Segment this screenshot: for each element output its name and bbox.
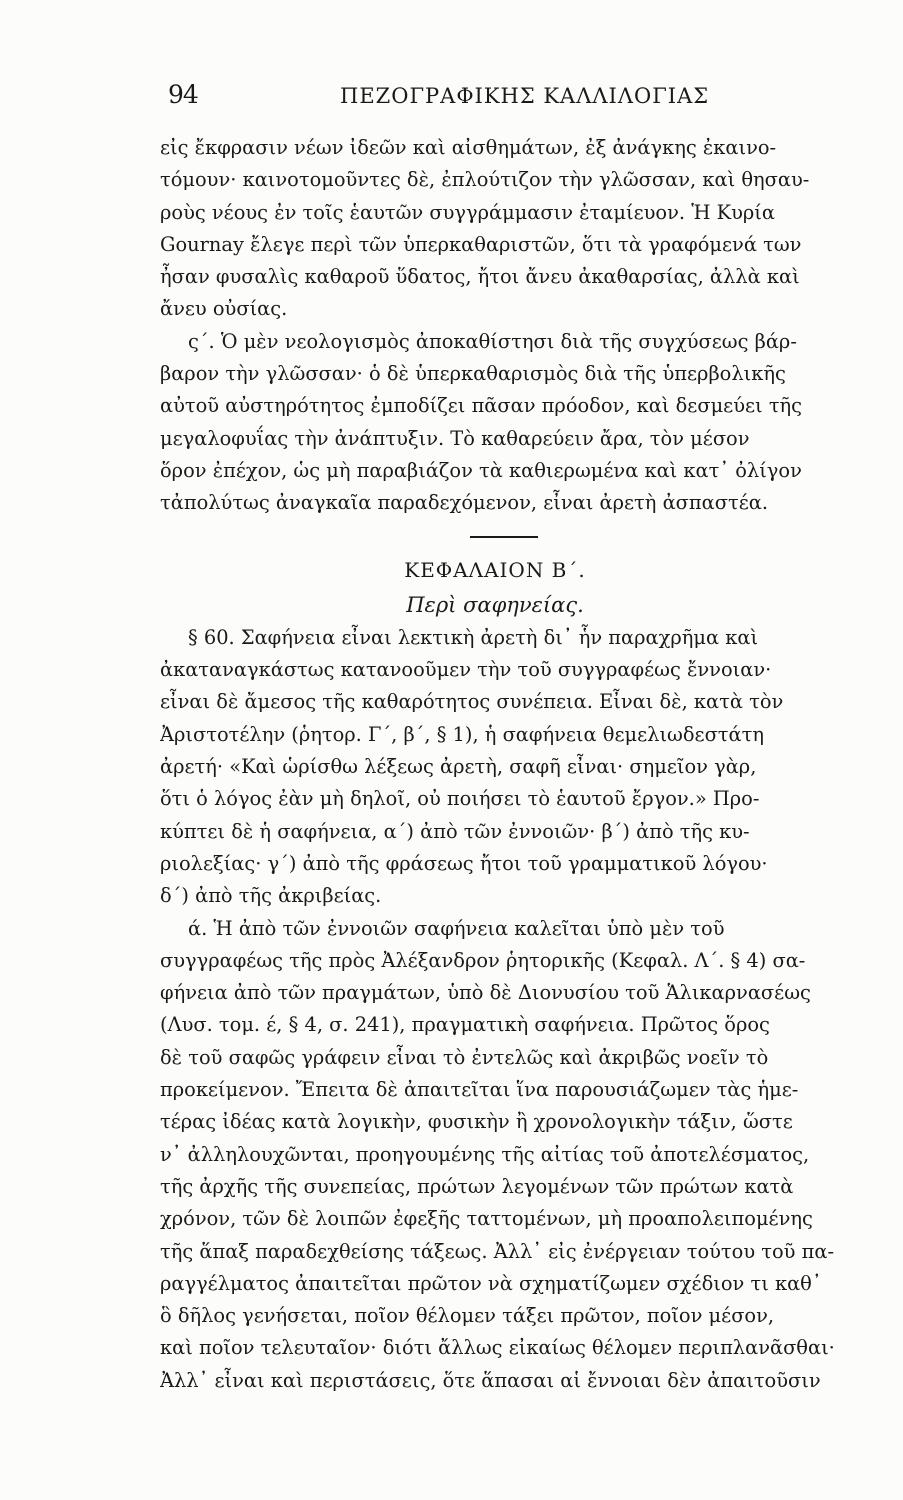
- text-line: εἶναι δὲ ἄμεσος τῆς καθαρότητος συνέπεια. Εἶναι δὲ, κατὰ τὸν: [160, 690, 784, 714]
- text-line: ἀρετή· «Καὶ ὡρίσθω λέξεως ἀρετὴ, σαφῆ εἶναι· σημεῖον γὰρ,: [160, 755, 757, 779]
- text-line: ἦσαν φυσαλὶς καθαροῦ ὕδατος, ἤτοι ἄνευ ἀκαθαρσίας, ἀλλὰ καὶ: [160, 265, 800, 289]
- text-line: Gournay ἔλεγε περὶ τῶν ὑπερκαθαριστῶν, ὅτι τὰ γραφόμενά των: [160, 232, 802, 256]
- page-body: [160, 132, 860, 1397]
- text-line: ὃ δῆλος γενήσεται, ποῖον θέλομεν τάξει πρῶτον, ποῖον μέσον,: [160, 1304, 775, 1328]
- text-line: τόμουν· καινοτομοῦντες δὲ, ἐπλούτιζον τὴν γλῶσσαν, καὶ θησαυ-: [160, 168, 810, 192]
- text-line: χρόνον, τῶν δὲ λοιπῶν ἐφεξῆς ταττομένων, μὴ προαπολειπομένης: [160, 1207, 813, 1231]
- divider-rule: [470, 536, 538, 538]
- chapter-subtitle: Περὶ σαφηνείας.: [406, 592, 584, 617]
- chapter-heading: ΚΕΦΑΛΑΙΟΝ Β΄.: [404, 557, 586, 582]
- text-line: κύπτει δὲ ἡ σαφήνεια, α΄) ἀπὸ τῶν ἐννοιῶν· β΄) ἀπὸ τῆς κυ-: [160, 819, 750, 843]
- text-line: ς΄. Ὁ μὲν νεολογισμὸς ἀποκαθίστησι διὰ τῆς συγχύσεως βάρ-: [188, 329, 797, 353]
- text-line: καὶ ποῖον τελευταῖον· διότι ἄλλως εἰκαίως θέλομεν περιπλανᾶσθαι·: [160, 1336, 835, 1360]
- text-line: εἰς ἔκφρασιν νέων ἰδεῶν καὶ αἰσθημάτων, ἐξ ἀνάγκης ἐκαινο-: [160, 136, 777, 159]
- text-line: αὐτοῦ αὐστηρότητος ἐμποδίζει πᾶσαν πρόοδον, καὶ δεσμεύει τῆς: [160, 394, 803, 418]
- text-line: προκείμενον. Ἔπειτα δὲ ἀπαιτεῖται ἵνα παρουσιάζωμεν τὰς ἡμε-: [160, 1078, 799, 1102]
- paragraph: [160, 622, 860, 913]
- text-line: ὅρον ἐπέχον, ὡς μὴ παραβιάζον τὰ καθιερωμένα καὶ κατ᾽ ὀλίγον: [160, 458, 802, 482]
- text-line: ὅτι ὁ λόγος ἐὰν μὴ δηλοῖ, οὐ ποιήσει τὸ ἑαυτοῦ ἔργον.» Προ-: [160, 787, 760, 811]
- paragraph: [160, 913, 860, 1397]
- text-line: δ΄) ἀπὸ τῆς ἀκριβείας.: [160, 884, 382, 908]
- text-line: φήνεια ἀπὸ τῶν πραγμάτων, ὑπὸ δὲ Διονυσίου τοῦ Ἁλικαρνασέως: [160, 981, 811, 1005]
- text-line: δὲ τοῦ σαφῶς γράφειν εἶναι τὸ ἐντελῶς καὶ ἀκριβῶς νοεῖν τὸ: [160, 1045, 769, 1069]
- text-line: μεγαλοφυΐας τὴν ἀνάπτυξιν. Τὸ καθαρεύειν ἄρα, τὸν μέσον: [160, 426, 750, 450]
- text-line: ροὺς νέους ἐν τοῖς ἑαυτῶν συγγράμμασιν ἐταμίευον. Ἡ Κυρία: [160, 200, 775, 224]
- text-line: τἀπολύτως ἀναγκαῖα παραδεχόμενον, εἶναι ἀρετὴ ἀσπαστέα.: [160, 491, 769, 515]
- text-line: ἀκαταναγκάστως κατανοοῦμεν τὴν τοῦ συγγραφέως ἔννοιαν·: [160, 658, 772, 682]
- running-title: ΠΕΖΟΓΡΑΦΙΚΗΣ ΚΑΛΛΙΛΟΓΙΑΣ: [340, 84, 710, 108]
- text-line: ά. Ἡ ἀπὸ τῶν ἐννοιῶν σαφήνεια καλεῖται ὑπὸ μὲν τοῦ: [188, 916, 725, 940]
- text-line: τῆς ἅπαξ παραδεχθείσης τάξεως. Ἀλλ᾽ εἰς ἐνέργειαν τούτου τοῦ πα-: [160, 1239, 835, 1263]
- paragraph: [160, 326, 860, 520]
- text-line: ἄνευ οὐσίας.: [160, 297, 288, 321]
- text-line: βαρον τὴν γλῶσσαν· ὁ δὲ ὑπερκαθαρισμὸς διὰ τῆς ὑπερβολικῆς: [160, 362, 786, 386]
- text-line: (Λυσ. τομ. έ, § 4, σ. 241), πραγματικὴ σαφήνεια. Πρῶτος ὅρος: [160, 1013, 770, 1037]
- text-line: συγγραφέως τῆς πρὸς Ἀλέξανδρον ῥητορικῆς (Κεφαλ. Λ΄. § 4) σα-: [160, 948, 806, 972]
- text-line: τῆς ἀρχῆς τῆς συνεπείας, πρώτων λεγομένων τῶν πρώτων κατὰ: [160, 1174, 794, 1198]
- text-line: ν᾽ ἀλληλουχῶνται, προηγουμένης τῆς αἰτίας τοῦ ἀποτελέσματος,: [160, 1142, 810, 1166]
- page-header: [168, 80, 858, 120]
- text-line: ριολεξίας· γ΄) ἀπὸ τῆς φράσεως ἤτοι τοῦ γραμματικοῦ λόγου·: [160, 851, 768, 875]
- section-divider: [160, 520, 860, 552]
- text-line: Ἀριστοτέλην (ῥητορ. Γ΄, β΄, § 1), ἡ σαφήνεια θεμελιωδεστάτη: [160, 722, 764, 746]
- text-line: ραγγέλματος ἀπαιτεῖται πρῶτον νὰ σχηματίζωμεν σχέδιον τι καθ᾽: [160, 1271, 822, 1295]
- paragraph: [160, 132, 860, 326]
- text-line: Ἀλλ᾽ εἶναι καὶ περιστάσεις, ὅτε ἅπασαι αἱ ἔννοιαι δὲν ἀπαιτοῦσιν: [160, 1368, 821, 1392]
- page-number: 94: [168, 80, 198, 109]
- text-line: τέρας ἰδέας κατὰ λογικὴν, φυσικὴν ἢ χρονολογικὴν τάξιν, ὥστε: [160, 1110, 793, 1134]
- text-line: § 60. Σαφήνεια εἶναι λεκτικὴ ἀρετὴ δι᾽ ἧν παραχρῆμα καὶ: [188, 625, 759, 649]
